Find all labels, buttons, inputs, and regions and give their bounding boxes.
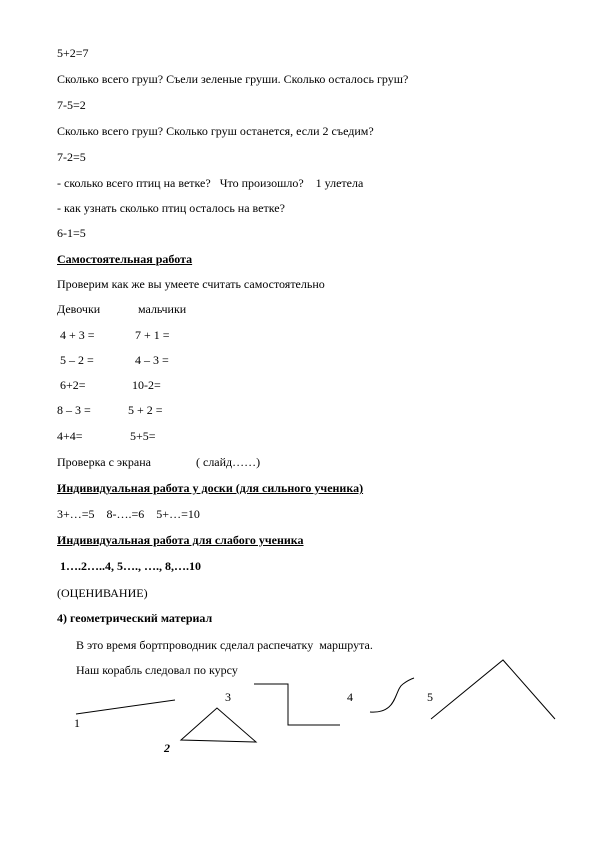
- section-title-board-work: Индивидуальная работа у доски (для сильного ученика): [57, 481, 364, 495]
- figure-curve: [370, 678, 414, 712]
- figure-label: 1: [74, 716, 80, 730]
- exercise-girls: 5 – 2 =: [57, 353, 94, 367]
- exercise-girls: 6+2=: [57, 378, 86, 392]
- check-text: Проверка с экрана: [57, 455, 151, 469]
- exercise-boys: 4 – 3 =: [135, 353, 169, 367]
- geometry-text-2: Наш корабль следовал по курсу: [76, 663, 238, 677]
- equation-3: 7-2=5: [57, 150, 86, 164]
- figure-broken-line: [254, 684, 340, 725]
- question-4: - как узнать сколько птиц осталось на ветке?: [57, 201, 285, 215]
- assessment-text: (ОЦЕНИВАНИЕ): [57, 586, 148, 600]
- figure-label: 5: [427, 690, 433, 704]
- section-title-geometry: 4) геометрический материал: [57, 611, 213, 625]
- check-slide: ( слайд……): [196, 455, 261, 469]
- exercise-girls: 4+4=: [57, 429, 83, 443]
- section-title-independent-work: Самостоятельная работа: [57, 252, 193, 266]
- exercise-boys: 7 + 1 =: [135, 328, 170, 342]
- equation-1: 5+2=7: [57, 46, 89, 60]
- equation-4: 6-1=5: [57, 226, 86, 240]
- figure-angle: [431, 660, 555, 719]
- figure-triangle: [181, 708, 256, 742]
- instruction-text: Проверим как же вы умеете считать самостоятельно: [57, 277, 325, 291]
- geometry-text-1: В это время бортпроводник сделал распечатку маршрута.: [76, 638, 373, 652]
- figure-line-segment: [76, 700, 175, 714]
- exercise-boys: 5 + 2 =: [128, 403, 163, 417]
- figure-label: 3: [225, 690, 231, 704]
- weak-task: 1….2…..4, 5…., …., 8,….10: [57, 559, 201, 573]
- exercise-boys: 10-2=: [132, 378, 161, 392]
- figure-label: 4: [347, 690, 353, 704]
- route-figures: [0, 640, 595, 770]
- section-title-weak-student: Индивидуальная работа для слабого ученика: [57, 533, 304, 547]
- board-task: 3+…=5 8-….=6 5+…=10: [57, 507, 200, 521]
- exercise-girls: 8 – 3 =: [57, 403, 91, 417]
- figure-label: 2: [164, 741, 170, 755]
- question-3: - сколько всего птиц на ветке? Что произошло? 1 улетела: [57, 176, 364, 190]
- exercise-girls: 4 + 3 =: [57, 328, 95, 342]
- column-header-boys: мальчики: [138, 302, 187, 316]
- column-header-girls: Девочки: [57, 302, 101, 316]
- exercise-boys: 5+5=: [130, 429, 156, 443]
- question-1: Сколько всего груш? Съели зеленые груши. Сколько осталось груш?: [57, 72, 409, 86]
- question-2: Сколько всего груш? Сколько груш останется, если 2 съедим?: [57, 124, 374, 138]
- equation-2: 7-5=2: [57, 98, 86, 112]
